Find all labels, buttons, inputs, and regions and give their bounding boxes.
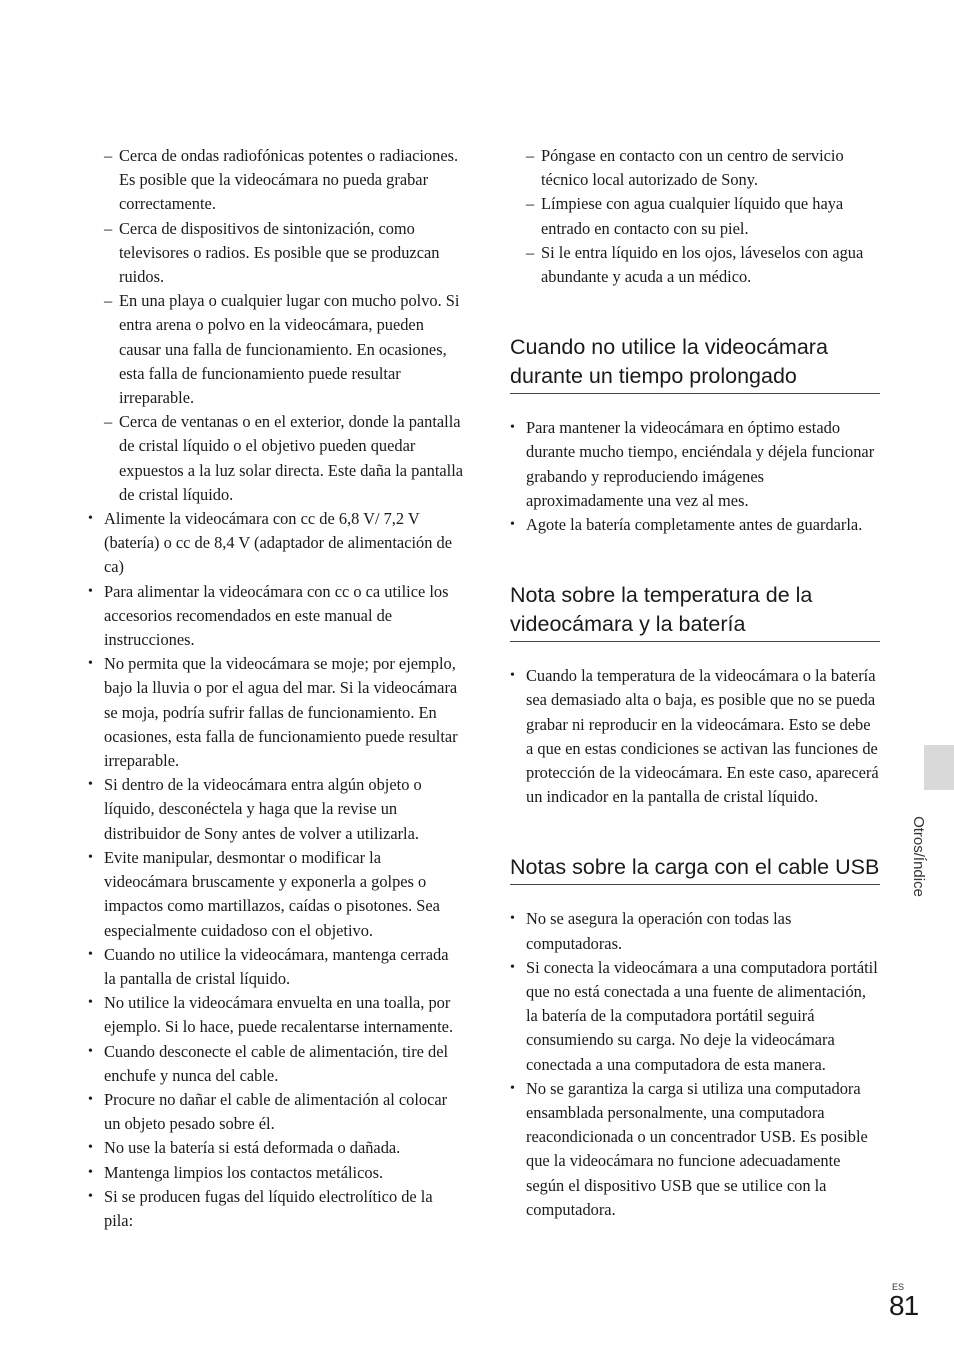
- list-item: [88, 1040, 464, 1088]
- section-heading: Notas sobre la carga con el cable USB: [510, 853, 880, 885]
- dash-mark: –: [104, 412, 113, 432]
- right-column: [510, 144, 880, 1222]
- list-item: [510, 1077, 880, 1222]
- bullet-mark: •: [88, 511, 93, 527]
- dash-mark: –: [526, 194, 535, 214]
- list-item: [510, 513, 880, 537]
- list-item: [510, 144, 880, 192]
- item-text: Si conecta la videocámara a una computadora portátil que no está conectada a una fuente de alimentación, la batería de la computadora portátil seguirá consumiendo su carga. No deje la videocámara conectada a una computadora de esta manera.: [526, 957, 878, 1074]
- list-item: [510, 416, 880, 513]
- bullet-mark: •: [88, 583, 93, 599]
- section-usb-charge: [510, 853, 880, 1222]
- dash-list: [510, 144, 880, 289]
- bullet-mark: •: [88, 946, 93, 962]
- item-text: Mantenga limpios los contactos metálicos.: [104, 1162, 384, 1182]
- section-tab-label: [909, 816, 936, 897]
- list-item: [88, 1088, 464, 1136]
- item-text: Cuando no utilice la videocámara, mantenga cerrada la pantalla de cristal líquido.: [104, 944, 449, 988]
- bullet-mark: •: [510, 911, 515, 927]
- item-text: No permita que la videocámara se moje; por ejemplo, bajo la lluvia o por el agua del mar. Si la videocámara se moja, podría sufrir fallas de funcionamiento. En ocasiones, esta falla de funcionamiento puede resultar irreparable.: [104, 654, 458, 771]
- list-item: [88, 773, 464, 846]
- dash-mark: –: [526, 146, 535, 165]
- item-text: No use la batería si está deformada o dañada.: [104, 1138, 401, 1158]
- list-item: [88, 991, 464, 1039]
- section-tab-marker: [924, 745, 954, 790]
- list-item: [88, 144, 464, 217]
- item-text: Límpiese con agua cualquier líquido que haya entrado en contacto con su piel.: [541, 194, 844, 238]
- bullet-list: [510, 664, 880, 809]
- item-text: Si le entra líquido en los ojos, láveselos con agua abundante y acuda a un médico.: [541, 242, 864, 287]
- item-text: Cerca de dispositivos de sintonización, como televisores o radios. Es posible que se produzcan ruidos.: [119, 218, 440, 287]
- list-item: [88, 410, 464, 507]
- left-column: [88, 144, 464, 1233]
- item-text: Cuando desconecte el cable de alimentación, tire del enchufe y nunca del cable.: [104, 1041, 449, 1085]
- bullet-mark: •: [510, 517, 515, 533]
- bullet-mark: •: [88, 1140, 93, 1156]
- bullet-mark: •: [88, 1188, 93, 1204]
- item-text: Para alimentar la videocámara con cc o ca utilice los accesorios recomendados en este manual de instrucciones.: [104, 581, 449, 650]
- bullet-mark: •: [88, 1164, 93, 1180]
- item-text: Cerca de ventanas o en el exterior, donde la pantalla de cristal líquido o el objetivo pueden quedar expuestos a la luz solar directa. Este daña la pantalla de cristal líquido.: [119, 412, 464, 504]
- item-text: Para mantener la videocámara en óptimo estado durante mucho tiempo, enciéndala y déjela funcionar grabando y reproduciendo imágenes aproximadamente una vez al mes.: [526, 418, 875, 510]
- section-tab-text: Otros/Índice: [909, 816, 927, 897]
- list-item: [510, 956, 880, 1077]
- bullet-mark: •: [510, 959, 515, 975]
- item-text: Agote la batería completamente antes de guardarla.: [526, 515, 863, 535]
- bullet-mark: •: [88, 849, 93, 865]
- page-number: 81: [889, 1290, 919, 1321]
- item-text: Si se producen fugas del líquido electrolítico de la pila:: [104, 1186, 433, 1230]
- list-item: [88, 846, 464, 943]
- list-item: [88, 507, 464, 580]
- bullet-mark: •: [88, 656, 93, 672]
- section-storage: [510, 333, 880, 537]
- dash-mark: –: [104, 218, 113, 238]
- item-text: Evite manipular, desmontar o modificar la videocámara bruscamente y exponerla a golpes o impactos como martillazos, caídas o pisotones. Sea especialmente cuidadoso con el objetivo.: [104, 847, 440, 940]
- list-item: [510, 664, 880, 809]
- dash-mark: –: [104, 291, 113, 311]
- item-text: Póngase en contacto con un centro de servicio técnico local autorizado de Sony.: [541, 146, 844, 190]
- bullet-list: [510, 907, 880, 1222]
- list-item: [88, 289, 464, 410]
- item-text: En una playa o cualquier lugar con mucho polvo. Si entra arena o polvo en la videocámara, pueden causar una falla de funcionamiento. En ocasiones, esta falla de funcionamiento puede resultar irreparable.: [119, 291, 460, 408]
- bullet-mark: •: [510, 1080, 515, 1096]
- item-text: Cuando la temperatura de la videocámara o la batería sea demasiado alta o baja, es posible que no se pueda grabar ni reproducir en la videocámara. Esto se debe a que en estas condiciones se activan las funciones de protección de la videocámara. En este caso, aparecerá un indicador en la pantalla de cristal líquido.: [526, 666, 879, 807]
- list-item: [510, 907, 880, 955]
- list-item: [88, 1136, 464, 1160]
- bullet-mark: •: [88, 995, 93, 1011]
- bullet-list: [88, 507, 464, 1233]
- list-item: [88, 1185, 464, 1233]
- item-text: Si dentro de la videocámara entra algún objeto o líquido, desconéctela y haga que la revise un distribuidor de Sony antes de volver a utilizarla.: [104, 775, 422, 843]
- list-item: [88, 217, 464, 290]
- dash-mark: –: [104, 146, 113, 165]
- bullet-mark: •: [88, 1091, 93, 1107]
- list-item: [88, 1161, 464, 1185]
- bullet-list: [510, 416, 880, 537]
- bullet-mark: •: [510, 668, 515, 684]
- item-text: Cerca de ondas radiofónicas potentes o radiaciones. Es posible que la videocámara no pueda grabar correctamente.: [119, 146, 459, 214]
- page-language: ES: [892, 1282, 905, 1292]
- dash-list: [88, 144, 464, 507]
- section-heading: Nota sobre la temperatura de la videocámara y la batería: [510, 581, 880, 642]
- list-item: [88, 943, 464, 991]
- list-item: [88, 652, 464, 773]
- dash-mark: –: [526, 242, 535, 262]
- item-text: No se asegura la operación con todas las computadoras.: [526, 909, 792, 953]
- item-text: No se garantiza la carga si utiliza una computadora ensamblada personalmente, una computadora reacondicionada o un concentrador USB. Es posible que la videocámara no funcione adecuadamente según el dispositivo USB que se utilice con la computadora.: [526, 1078, 868, 1219]
- section-heading: Cuando no utilice la videocámara durante un tiempo prolongado: [510, 333, 880, 394]
- list-item: [88, 580, 464, 653]
- item-text: No utilice la videocámara envuelta en una toalla, por ejemplo. Si lo hace, puede recalentarse internamente.: [104, 993, 454, 1037]
- item-text: Alimente la videocámara con cc de 6,8 V/ 7,2 V (batería) o cc de 8,4 V (adaptador de alimentación de ca): [104, 509, 452, 577]
- list-item: [510, 192, 880, 240]
- bullet-mark: •: [88, 1043, 93, 1059]
- list-item: [510, 241, 880, 289]
- item-text: Procure no dañar el cable de alimentación al colocar un objeto pesado sobre él.: [104, 1089, 448, 1134]
- bullet-mark: •: [88, 777, 93, 793]
- section-temperature: [510, 581, 880, 809]
- bullet-mark: •: [510, 420, 515, 436]
